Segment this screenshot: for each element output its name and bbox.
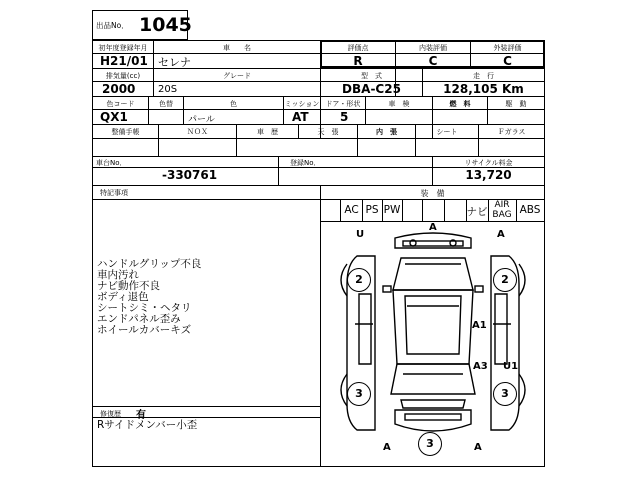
damage-circle: 2 bbox=[347, 268, 371, 292]
repair-history-label: 修復歴 bbox=[100, 410, 121, 418]
model-code-label: 型 式 bbox=[361, 72, 382, 80]
repair-detail: Rサイドメンバー小歪 bbox=[97, 419, 198, 431]
transmission-label: ミッション bbox=[284, 100, 320, 108]
color-code-label: 色コード bbox=[106, 100, 135, 108]
note-line: エンドパネル歪み bbox=[97, 313, 181, 325]
damage-mark: A bbox=[429, 222, 437, 233]
recycle-fee-value: 13,720 bbox=[465, 168, 512, 182]
evaluation-score-label: 評価点 bbox=[347, 44, 369, 52]
registration-number-label: 登録No． bbox=[290, 159, 321, 167]
displacement-value: 2000 bbox=[102, 82, 136, 96]
evaluation-score-value: R bbox=[353, 54, 363, 68]
repair-history-value: 有 bbox=[136, 410, 146, 421]
note-line: ハンドルグリップ不良 bbox=[97, 258, 202, 270]
chassis-number-value: -330761 bbox=[162, 168, 218, 182]
drive-label: 駆 動 bbox=[505, 100, 527, 108]
lot-number-box bbox=[92, 10, 192, 40]
front-glass-label: Ｆガラス bbox=[497, 128, 526, 136]
interior-trim-label: 内 張 bbox=[376, 128, 397, 136]
fuel-label: 燃 料 bbox=[449, 100, 471, 108]
service-manual-label: 整備手帳 bbox=[111, 128, 140, 136]
damage-circle: 3 bbox=[418, 432, 442, 456]
damage-mark: U bbox=[356, 229, 365, 240]
damage-mark: A bbox=[497, 229, 505, 240]
note-line: シートシミ・ヘタリ bbox=[97, 302, 192, 314]
damage-circle: 2 bbox=[493, 268, 517, 292]
note-line: ボディ退色 bbox=[97, 291, 149, 303]
damage-circle: 3 bbox=[347, 382, 371, 406]
car-name-value: セレナ bbox=[158, 56, 191, 69]
equipment-item-airbag: AIR BAG bbox=[492, 200, 512, 220]
damage-mark: A1 bbox=[472, 320, 487, 331]
note-line: ホイールカバーキズ bbox=[97, 324, 192, 336]
color-value: パール bbox=[188, 115, 215, 125]
equipment-label: 装 備 bbox=[420, 189, 445, 198]
grade-value: 20S bbox=[158, 84, 178, 95]
seat-label: シート bbox=[436, 128, 458, 136]
lot-number-value: 1045 bbox=[139, 14, 192, 36]
damage-circle: 3 bbox=[493, 382, 517, 406]
damage-mark: A bbox=[474, 442, 482, 453]
interior-score-label: 内装評価 bbox=[419, 44, 447, 52]
doors-label: ドア・形状 bbox=[325, 100, 361, 108]
color-code-value: QX1 bbox=[100, 110, 128, 124]
transmission-value: AT bbox=[292, 110, 309, 124]
car-damage-diagram bbox=[325, 224, 541, 464]
model-code-value: DBA-C25 bbox=[342, 82, 401, 96]
exterior-score-value: C bbox=[503, 54, 512, 68]
note-line: ナビ動作不良 bbox=[97, 280, 160, 292]
doors-value: 5 bbox=[340, 110, 349, 124]
color-label: 色 bbox=[230, 100, 237, 108]
chassis-number-label: 車台No． bbox=[96, 159, 127, 167]
recycle-fee-label: リサイクル料金 bbox=[464, 159, 513, 167]
damage-mark: U1 bbox=[503, 361, 519, 372]
first-registration-label: 初年度登録年月 bbox=[98, 44, 148, 52]
equipment-item-pw: PW bbox=[383, 204, 401, 216]
color-change-label: 色替 bbox=[159, 100, 173, 108]
interior-score-value: C bbox=[428, 54, 438, 68]
mileage-value: 128,105 Km bbox=[443, 82, 524, 96]
car-name-label: 車 名 bbox=[223, 44, 251, 52]
equipment-item-ac: AC bbox=[344, 204, 359, 216]
inspection-label: 車 検 bbox=[388, 100, 410, 108]
exterior-score-label: 外装評価 bbox=[493, 44, 522, 52]
lot-number-label: 出品No． bbox=[96, 21, 129, 30]
headliner-label: 天 張 bbox=[317, 128, 339, 136]
first-registration-value: H21/01 bbox=[100, 54, 148, 68]
equipment-item-navi: ナビ bbox=[466, 206, 488, 218]
nox-label: ＮＯＸ bbox=[187, 128, 208, 136]
equipment-item-abs: ABS bbox=[519, 204, 541, 216]
mileage-label: 走 行 bbox=[473, 72, 494, 80]
damage-mark: A3 bbox=[473, 361, 488, 372]
displacement-label: 排気量(cc) bbox=[105, 72, 141, 80]
damage-mark: A bbox=[383, 442, 391, 453]
equipment-item-ps: PS bbox=[365, 204, 379, 216]
car-history-label: 車 歴 bbox=[257, 128, 278, 136]
grade-label: グレード bbox=[223, 72, 251, 80]
note-line: 車内汚れ bbox=[97, 269, 139, 281]
special-notes-label: 特記事項 bbox=[100, 189, 128, 197]
